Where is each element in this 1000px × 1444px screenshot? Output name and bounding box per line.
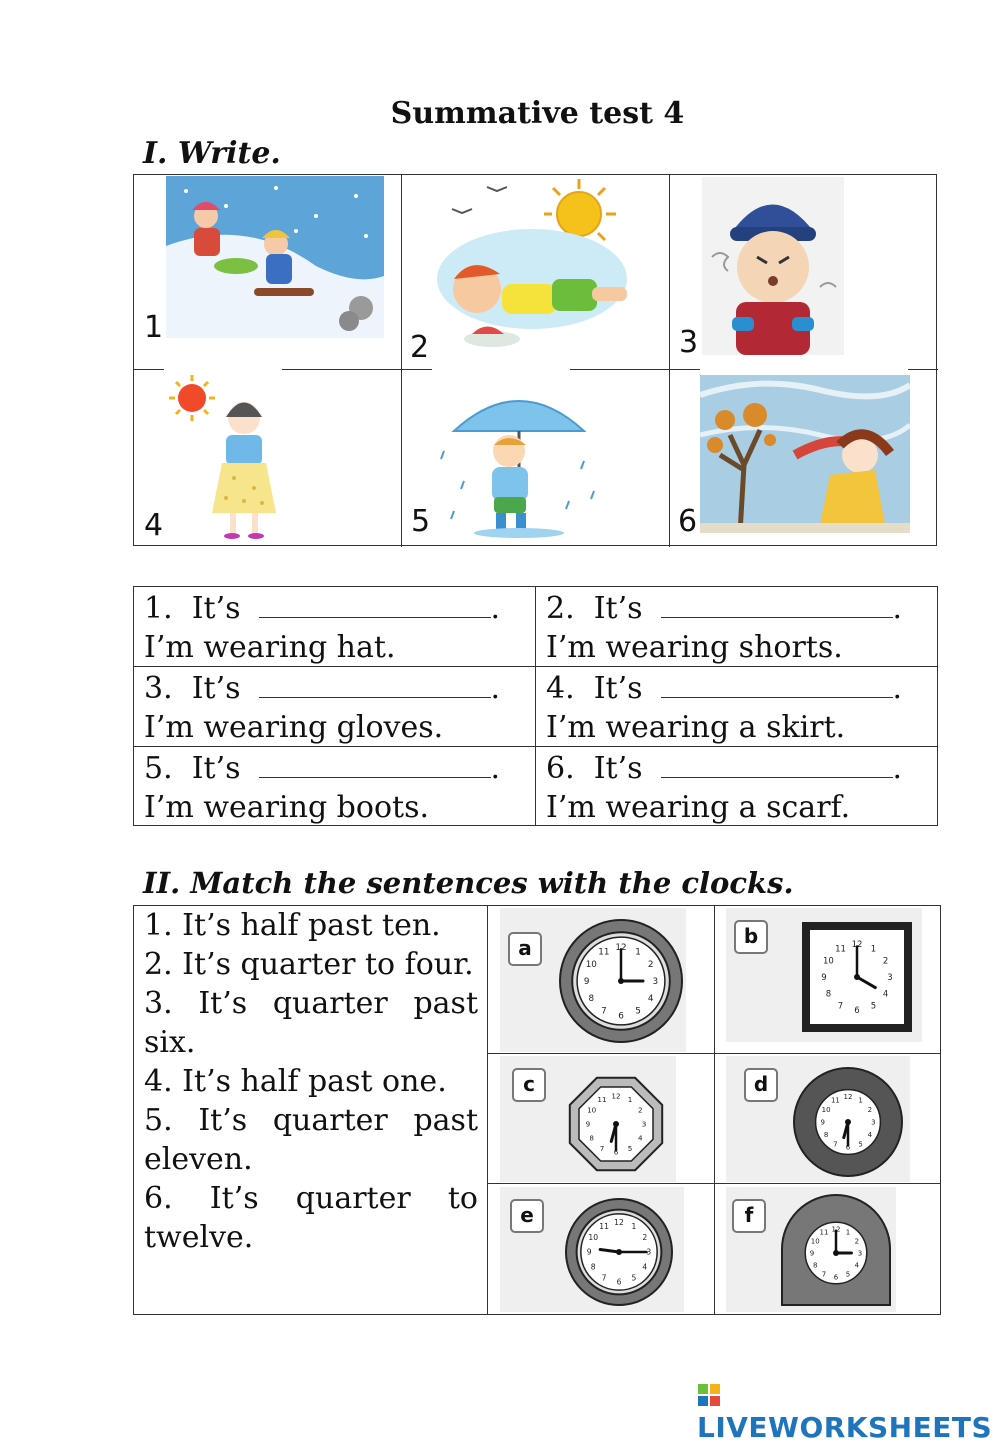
sentence-line2: I’m wearing a scarf.: [546, 790, 851, 825]
svg-text:2: 2: [638, 1105, 643, 1115]
answer-blank[interactable]: [661, 590, 893, 618]
svg-text:8: 8: [825, 989, 832, 1000]
sentence-cell: [536, 749, 938, 829]
svg-text:12: 12: [831, 1225, 841, 1234]
table-divider: [714, 906, 715, 1314]
svg-text:9: 9: [820, 1118, 825, 1127]
sentence-cell: [134, 669, 536, 749]
svg-text:6: 6: [618, 1011, 624, 1022]
section1-heading: I. Write.: [143, 136, 281, 171]
svg-text:7: 7: [833, 1140, 838, 1149]
picture-grid: [133, 174, 937, 546]
sentence-cell: [536, 669, 938, 749]
grid-divider: [908, 369, 938, 370]
match-sentence: 2. It’s quarter to four.: [144, 947, 474, 982]
sentence-line2: I’m wearing gloves.: [144, 710, 444, 745]
clock-a-icon: [556, 916, 686, 1046]
svg-text:6: 6: [616, 1277, 622, 1287]
svg-text:4: 4: [642, 1262, 648, 1272]
svg-text:12: 12: [611, 1091, 621, 1101]
svg-text:10: 10: [810, 1237, 820, 1246]
svg-text:1: 1: [845, 1228, 851, 1237]
svg-text:5: 5: [858, 1140, 863, 1149]
sentence-end: .: [892, 751, 903, 786]
sentence-end: .: [490, 671, 501, 706]
svg-text:12: 12: [851, 940, 863, 950]
liveworksheets-logo-icon: [697, 1383, 721, 1407]
svg-text:11: 11: [835, 944, 846, 955]
sentence-end: .: [892, 671, 903, 706]
clock-cell-a[interactable]: [500, 908, 686, 1052]
svg-text:4: 4: [882, 989, 889, 1000]
sentence-line2: I’m wearing shorts.: [546, 630, 843, 665]
page-title: Summative test 4: [390, 96, 685, 131]
clock-b-icon: [798, 918, 916, 1036]
svg-text:12: 12: [843, 1093, 853, 1102]
svg-text:6: 6: [833, 1273, 839, 1282]
picture-number: 5: [411, 504, 431, 539]
svg-text:11: 11: [598, 947, 610, 958]
svg-text:7: 7: [599, 1143, 605, 1153]
svg-text:5: 5: [627, 1143, 633, 1153]
svg-text:7: 7: [601, 1273, 607, 1283]
svg-text:5: 5: [631, 1273, 637, 1283]
clock-e-icon: [562, 1195, 676, 1309]
cold-person-shivering-icon: [702, 177, 844, 355]
sentence-end: .: [490, 591, 501, 626]
children-sledding-snow-icon: [166, 176, 384, 338]
sentence-end: .: [892, 591, 903, 626]
match-sentence: 1. It’s half past ten.: [144, 908, 441, 943]
svg-text:11: 11: [819, 1228, 829, 1237]
svg-text:8: 8: [588, 994, 595, 1005]
section2-heading: II. Match the sentences with the clocks.: [143, 866, 794, 900]
svg-text:4: 4: [638, 1133, 643, 1143]
clock-label: e: [510, 1199, 544, 1233]
svg-text:7: 7: [821, 1270, 827, 1279]
svg-text:2: 2: [867, 1105, 873, 1114]
picture-number: 2: [410, 330, 430, 365]
sentence-prompt: 2. It’s: [546, 591, 643, 626]
clock-f-icon: [776, 1189, 896, 1309]
svg-text:3: 3: [652, 977, 659, 988]
svg-text:7: 7: [601, 1006, 607, 1017]
clock-cell-f[interactable]: [726, 1187, 896, 1312]
svg-text:8: 8: [812, 1261, 818, 1270]
svg-text:4: 4: [854, 1261, 860, 1270]
svg-text:4: 4: [867, 1131, 873, 1140]
svg-text:9: 9: [821, 973, 827, 983]
match-table: [133, 905, 941, 1315]
grid-divider: [570, 369, 700, 370]
svg-text:10: 10: [587, 1105, 597, 1115]
svg-text:6: 6: [845, 1143, 851, 1152]
svg-text:10: 10: [585, 959, 597, 970]
svg-text:1: 1: [870, 944, 877, 955]
svg-text:3: 3: [887, 973, 893, 983]
clock-d-icon: [790, 1064, 906, 1180]
brand-logo[interactable]: [697, 1378, 1000, 1444]
grid-divider: [282, 369, 432, 370]
table-divider: [487, 1053, 940, 1054]
svg-text:8: 8: [823, 1131, 829, 1140]
svg-text:6: 6: [613, 1147, 619, 1157]
match-sentence: 5. It’s quarter past eleven.: [144, 1103, 478, 1177]
svg-text:1: 1: [635, 947, 641, 958]
sentence-prompt: 5. It’s: [144, 751, 241, 786]
sentence-cell: [536, 589, 938, 669]
sentence-prompt: 4. It’s: [546, 671, 643, 706]
svg-text:11: 11: [599, 1221, 609, 1231]
svg-text:12: 12: [615, 942, 627, 953]
svg-text:4: 4: [647, 994, 654, 1005]
sentence-line2: I’m wearing a skirt.: [546, 710, 846, 745]
girl-hot-sun-icon: [164, 373, 314, 541]
sentence-prompt: 1. It’s: [144, 591, 241, 626]
clock-label: b: [734, 920, 768, 954]
picture-number: 6: [678, 504, 698, 539]
sentence-prompt: 6. It’s: [546, 751, 643, 786]
svg-text:3: 3: [871, 1118, 876, 1127]
svg-text:8: 8: [589, 1133, 594, 1143]
sentence-prompt: 3. It’s: [144, 671, 241, 706]
svg-text:2: 2: [882, 956, 889, 967]
grid-divider: [669, 175, 670, 547]
svg-text:7: 7: [837, 1001, 844, 1012]
svg-text:3: 3: [857, 1249, 863, 1258]
svg-text:9: 9: [809, 1249, 815, 1258]
svg-text:10: 10: [821, 1105, 831, 1114]
match-sentence: 6. It’s quarter to twelve.: [144, 1181, 478, 1255]
clock-label: c: [512, 1068, 546, 1102]
answer-blank[interactable]: [661, 670, 893, 698]
picture-number: 4: [144, 508, 164, 543]
table-divider: [487, 906, 488, 1314]
svg-text:5: 5: [845, 1270, 851, 1279]
sentence-cell: [134, 749, 536, 829]
grid-divider: [401, 175, 402, 547]
clock-cell-c[interactable]: [500, 1056, 676, 1182]
answer-blank[interactable]: [259, 750, 491, 778]
svg-text:11: 11: [830, 1096, 840, 1105]
sentence-cell: [134, 589, 536, 669]
sentence-line2: I’m wearing hat.: [144, 630, 396, 665]
svg-text:11: 11: [597, 1095, 607, 1105]
answer-blank[interactable]: [661, 750, 893, 778]
match-sentence: 4. It’s half past one.: [144, 1064, 447, 1099]
picture-number: 3: [679, 325, 699, 360]
svg-text:5: 5: [870, 1001, 877, 1012]
svg-text:9: 9: [583, 977, 590, 988]
svg-text:1: 1: [627, 1095, 633, 1105]
svg-text:2: 2: [647, 959, 654, 970]
clock-cell-e[interactable]: [500, 1187, 684, 1312]
svg-text:12: 12: [614, 1217, 624, 1227]
match-sentence: 3. It’s quarter past six.: [144, 986, 478, 1060]
answer-blank[interactable]: [259, 590, 491, 618]
sentence-table: [133, 586, 938, 826]
svg-text:10: 10: [588, 1232, 599, 1242]
grid-divider: [134, 369, 164, 370]
picture-number: 1: [144, 310, 164, 345]
svg-text:9: 9: [585, 1119, 591, 1129]
svg-text:1: 1: [858, 1096, 863, 1105]
svg-text:8: 8: [590, 1262, 596, 1272]
svg-text:10: 10: [822, 956, 834, 967]
clock-label: d: [744, 1068, 778, 1102]
clock-cell-d[interactable]: [726, 1056, 910, 1182]
brand-text: LIVEWORKSHEETS: [697, 1411, 993, 1444]
svg-text:2: 2: [854, 1237, 860, 1246]
boy-sunbathing-hot-icon: [432, 179, 632, 355]
svg-text:5: 5: [635, 1006, 641, 1017]
svg-text:1: 1: [631, 1221, 637, 1231]
clock-c-icon: [562, 1070, 670, 1178]
match-sentence-list: [144, 906, 478, 1257]
clock-label: a: [508, 932, 542, 966]
boy-umbrella-rain-icon: [434, 371, 604, 539]
table-divider: [487, 1183, 940, 1184]
sentence-end: .: [490, 751, 501, 786]
svg-text:6: 6: [854, 1006, 860, 1016]
girl-windy-autumn-icon: [700, 375, 910, 533]
clock-cell-b[interactable]: [726, 908, 922, 1042]
svg-text:9: 9: [586, 1247, 592, 1257]
svg-text:3: 3: [641, 1119, 647, 1129]
sentence-line2: I’m wearing boots.: [144, 790, 429, 825]
answer-blank[interactable]: [259, 670, 491, 698]
svg-text:3: 3: [646, 1247, 652, 1257]
clock-label: f: [732, 1199, 766, 1233]
svg-text:2: 2: [642, 1232, 648, 1242]
